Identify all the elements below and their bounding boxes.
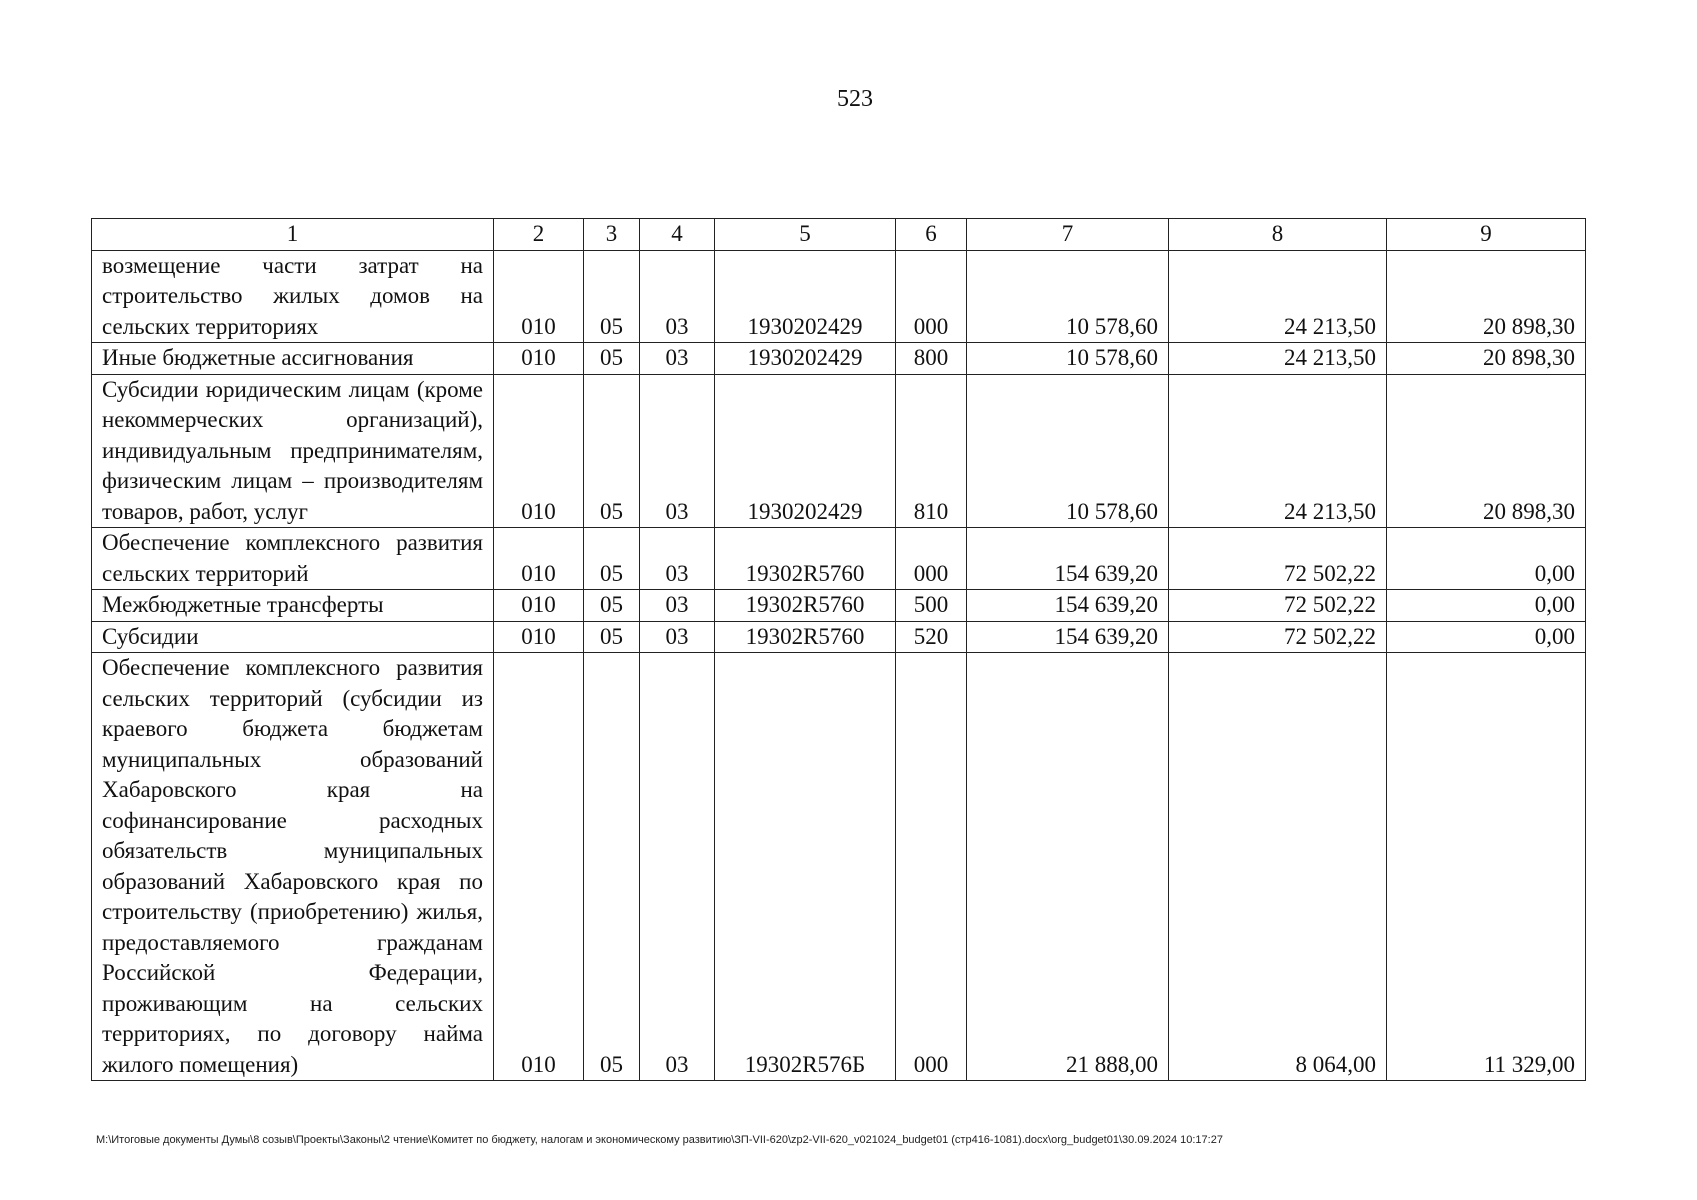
column-header: 7 [967,219,1169,251]
amount-col7: 21 888,00 [967,653,1169,1081]
table-row [92,528,1586,590]
amount-col8: 72 502,22 [1169,590,1387,622]
amount-col7: 154 639,20 [967,590,1169,622]
table-row [92,590,1586,622]
target-article-code: 1930202429 [715,343,896,375]
ministry-code: 010 [494,343,584,375]
amount-col9: 11 329,00 [1387,653,1586,1081]
amount-col8: 24 213,50 [1169,250,1387,343]
table-header-row [92,219,1586,251]
amount-col9: 20 898,30 [1387,374,1586,528]
amount-col9: 0,00 [1387,621,1586,653]
section-code: 05 [584,528,640,590]
ministry-code: 010 [494,653,584,1081]
table-row [92,250,1586,343]
amount-col9: 20 898,30 [1387,343,1586,375]
subsection-code: 03 [640,653,715,1081]
subsection-code: 03 [640,343,715,375]
subsection-code: 03 [640,621,715,653]
expense-type-code: 810 [896,374,967,528]
amount-col7: 10 578,60 [967,343,1169,375]
amount-col7: 10 578,60 [967,250,1169,343]
column-header: 5 [715,219,896,251]
ministry-code: 010 [494,590,584,622]
amount-col8: 24 213,50 [1169,374,1387,528]
ministry-code: 010 [494,528,584,590]
table-row [92,621,1586,653]
subsection-code: 03 [640,528,715,590]
column-header: 6 [896,219,967,251]
section-code: 05 [584,590,640,622]
table-row [92,653,1586,1081]
row-name: Межбюджетные трансферты [92,590,494,622]
column-header: 8 [1169,219,1387,251]
page-number: 523 [837,86,873,112]
budget-table [91,218,1586,1081]
column-header: 2 [494,219,584,251]
column-header: 4 [640,219,715,251]
expense-type-code: 520 [896,621,967,653]
row-name: Иные бюджетные ассигнования [92,343,494,375]
section-code: 05 [584,250,640,343]
amount-col7: 10 578,60 [967,374,1169,528]
row-name: возмещение части затрат на строительство жилых домов на сельских территориях [92,250,494,343]
expense-type-code: 500 [896,590,967,622]
amount-col7: 154 639,20 [967,621,1169,653]
row-name: Субсидии [92,621,494,653]
document-file-path: M:\Итоговые документы Думы\8 созыв\Проекты\Законы\2 чтение\Комитет по бюджету, налогам и экономическому развитию\ЗП-VII-620\zp2-VII-620_v021024_budget01 (стр416-1081).docx\org_budget01\30.09.2024 10:17:27 [96,1134,1223,1146]
row-name: Обеспечение комплексного развития сельских территорий (субсидии из краевого бюджета бюджетам муниципальных образований Хабаровского края на софинансирование расходных обязательств муниципальных образований Хабаровского края по строительству (приобретению) жилья, предоставляемого гражданам Российской Федерации, проживающим на сельских территориях, по договору найма жилого помещения) [92,653,494,1081]
target-article-code: 19302R5760 [715,621,896,653]
column-header: 3 [584,219,640,251]
target-article-code: 1930202429 [715,374,896,528]
row-name: Субсидии юридическим лицам (кроме некоммерческих организаций), индивидуальным предпринимателям, физическим лицам – производителям товаров, работ, услуг [92,374,494,528]
expense-type-code: 000 [896,250,967,343]
expense-type-code: 000 [896,653,967,1081]
amount-col8: 24 213,50 [1169,343,1387,375]
table-row [92,343,1586,375]
row-name: Обеспечение комплексного развития сельских территорий [92,528,494,590]
amount-col9: 20 898,30 [1387,250,1586,343]
amount-col8: 72 502,22 [1169,621,1387,653]
target-article-code: 19302R5760 [715,528,896,590]
table-row [92,374,1586,528]
section-code: 05 [584,374,640,528]
section-code: 05 [584,343,640,375]
target-article-code: 19302R576Б [715,653,896,1081]
expense-type-code: 000 [896,528,967,590]
subsection-code: 03 [640,590,715,622]
section-code: 05 [584,653,640,1081]
subsection-code: 03 [640,250,715,343]
expense-type-code: 800 [896,343,967,375]
amount-col8: 8 064,00 [1169,653,1387,1081]
target-article-code: 19302R5760 [715,590,896,622]
ministry-code: 010 [494,621,584,653]
column-header: 9 [1387,219,1586,251]
section-code: 05 [584,621,640,653]
target-article-code: 1930202429 [715,250,896,343]
amount-col8: 72 502,22 [1169,528,1387,590]
amount-col9: 0,00 [1387,590,1586,622]
column-header: 1 [92,219,494,251]
subsection-code: 03 [640,374,715,528]
ministry-code: 010 [494,374,584,528]
amount-col7: 154 639,20 [967,528,1169,590]
ministry-code: 010 [494,250,584,343]
amount-col9: 0,00 [1387,528,1586,590]
